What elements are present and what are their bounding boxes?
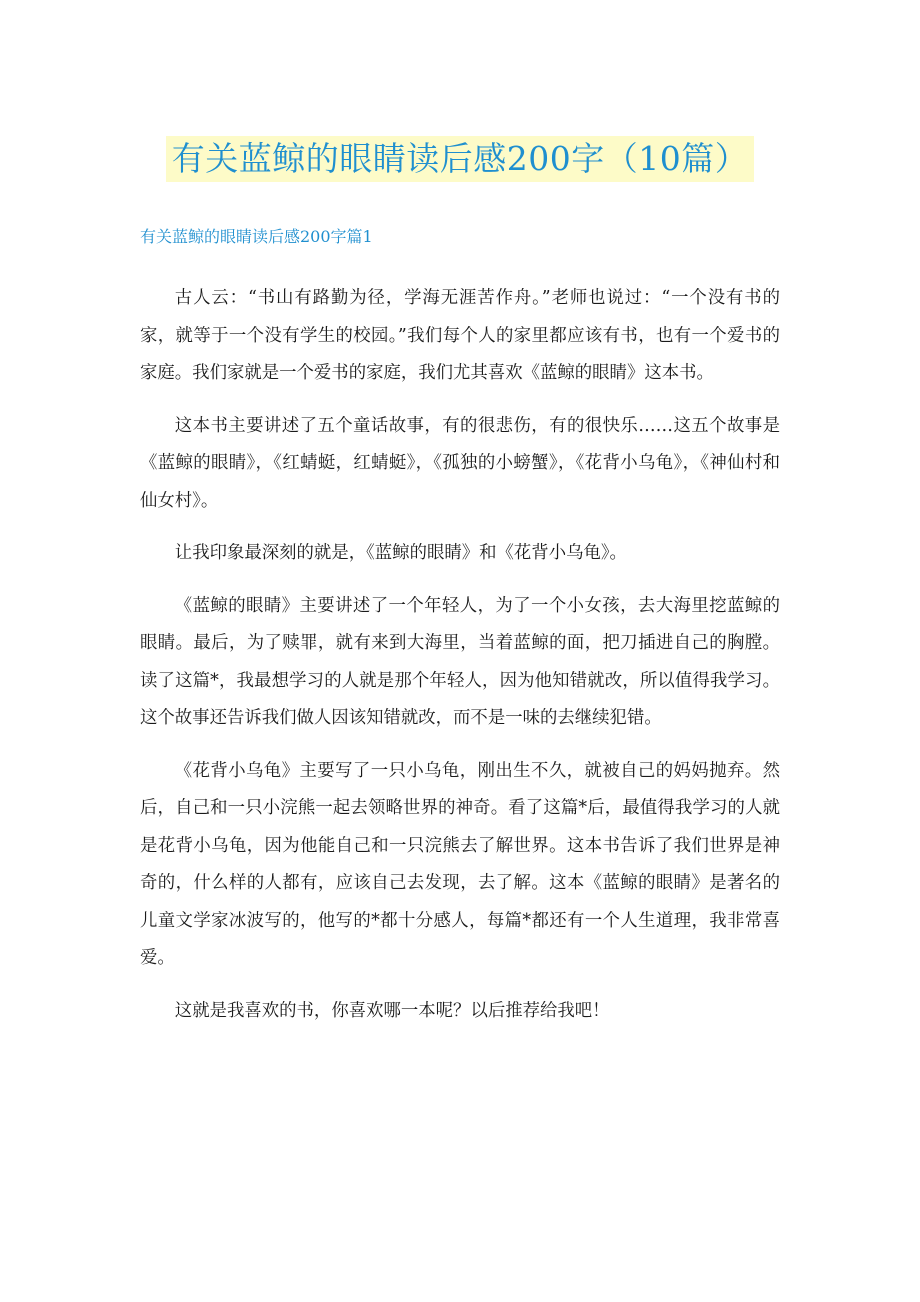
body-text <box>140 280 780 1045</box>
title-container <box>0 136 920 182</box>
paragraph-6: 这就是我喜欢的书，你喜欢哪一本呢？以后推荐给我吧！ <box>174 1000 610 1021</box>
paragraph-2: 这本书主要讲述了五个童话故事，有的很悲伤，有的很快乐……这五个故事是《蓝鲸的眼睛》，《红蜻蜓，红蜻蜓》，《孤独的小螃蟹》，《花背小乌龟》，《神仙村和仙女村》。 <box>140 415 780 511</box>
paragraph-1: 古人云：“书山有路勤为径，学海无涯苦作舟。”老师也说过：“一个没有书的家，就等于一个没有学生的校园。”我们每个人的家里都应该有书，也有一个爱书的家庭。我们家就是一个爱书的家庭，我们尤其喜欢《蓝鲸的眼睛》这本书。 <box>140 288 780 383</box>
paragraph-3: 让我印象最深刻的就是，《蓝鲸的眼睛》和《花背小乌龟》。 <box>174 543 627 563</box>
paragraph-5: 《花背小乌龟》主要写了一只小乌龟，刚出生不久，就被自己的妈妈抛弃。然后，自己和一只小浣熊一起去领略世界的神奇。看了这篇*后，最值得我学习的人就是花背小乌龟，因为他能自己和一只浣熊去了解世界。这本书告诉了我们世界是神奇的，什么样的人都有，应该自己去发现，去了解。这本《蓝鲸的眼睛》是著名的儿童文学家冰波写的，他写的*都十分感人，每篇*都还有一个人生道理，我非常喜爱。 <box>140 760 780 968</box>
paragraph-4: 《蓝鲸的眼睛》主要讲述了一个年轻人，为了一个小女孩，去大海里挖蓝鲸的眼睛。最后，为了赎罪，就有来到大海里，当着蓝鲸的面，把刀插进自己的胸膛。读了这篇*，我最想学习的人就是那个年轻人，因为他知错就改，所以值得我学习。这个故事还告诉我们做人因该知错就改，而不是一味的去继续犯错。 <box>140 595 780 728</box>
section-heading: 有关蓝鲸的眼睛读后感200字篇1 <box>140 227 373 246</box>
document-title: 有关蓝鲸的眼睛读后感200字（10篇） <box>166 136 754 182</box>
